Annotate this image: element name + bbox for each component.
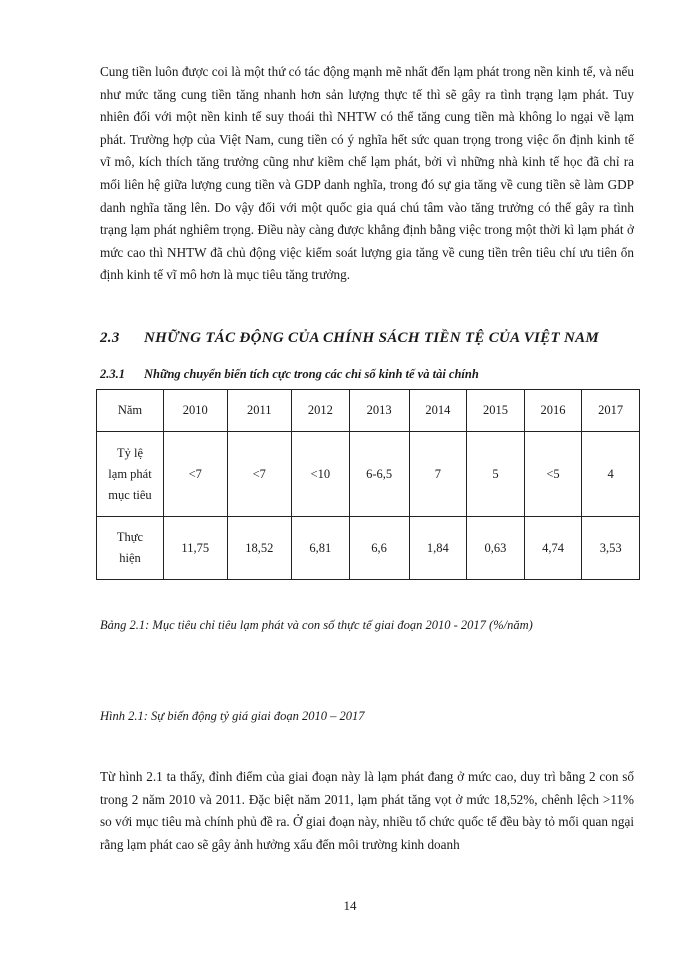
year-cell: 2012 (292, 390, 350, 432)
target-value-cell: 7 (409, 432, 467, 517)
actual-label-line: Thực (116, 530, 144, 544)
actual-value-cell: 6,81 (292, 517, 350, 580)
actual-value-cell: 0,63 (467, 517, 525, 580)
year-cell: 2016 (524, 390, 582, 432)
subsection-number: 2.3.1 (100, 367, 125, 381)
target-label-line: lạm phát (108, 466, 152, 481)
target-value-cell: 4 (582, 432, 640, 517)
year-cell: 2014 (409, 390, 467, 432)
header-label-cell: Năm (97, 390, 164, 432)
target-value-cell: <7 (227, 432, 292, 517)
actual-value-cell: 18,52 (227, 517, 292, 580)
table-row-actual (97, 517, 640, 580)
target-label-line: mục tiêu (108, 487, 152, 502)
table-row-target (97, 432, 640, 517)
year-cell: 2010 (164, 390, 228, 432)
table-caption: Bảng 2.1: Mục tiêu chỉ tiêu lạm phát và con số thực tế giai đoạn 2010 - 2017 (%/năm) (100, 618, 533, 632)
figure-caption: Hình 2.1: Sự biến động tỷ giá giai đoạn 2010 – 2017 (100, 709, 365, 723)
actual-value-cell: 11,75 (164, 517, 228, 580)
actual-label-line: hiện (119, 551, 141, 565)
actual-value-cell: 4,74 (524, 517, 582, 580)
year-cell: 2013 (349, 390, 409, 432)
paragraph-money-supply: Cung tiền luôn được coi là một thứ có tác động mạnh mẽ nhất đến lạm phát trong nền kinh tế, và nếu như mức tăng cung tiền tăng nhanh hơn sản lượng thực tế thì sẽ gây ra tình trạng lạm phát. Tuy nhiên đối với một nền kinh tế suy thoái thì NHTW có thể tăng cung tiền mà không lo ngại về lạm phát. Trường hợp của Việt Nam, cung tiền có ý nghĩa hết sức quan trọng trong việc ổn định kinh tế vĩ mô, kích thích tăng trưởng cũng như kiềm chế lạm phát, bởi vì những nhà kinh tế học đã chỉ ra mối liên hệ giữa lượng cung tiền và GDP danh nghĩa, trong đó sự gia tăng về cung tiền sẽ làm GDP danh nghĩa tăng lên. Do vậy đối với một quốc gia quá chú tâm vào tăng trưởng có thể gây ra tình trạng lạm phát nghiêm trọng. Điều này càng được khẳng định bằng việc trong một thời kì lạm phát ở mức cao thì NHTW đã chủ động việc kiểm soát lượng gia tăng về cung tiền trên tiêu chí ưu tiên ổn định kinh tế vĩ mô hơn là mục tiêu tăng trưởng. (100, 64, 634, 283)
year-cell: 2015 (467, 390, 525, 432)
year-cell: 2011 (227, 390, 292, 432)
paragraph-analysis: Từ hình 2.1 ta thấy, đỉnh điểm của giai đoạn này là lạm phát đang ở mức cao, duy trì bằng 2 con số trong 2 năm 2010 và 2011. Đặc biệt năm 2011, lạm phát tăng vọt ở mức 18,52%, chênh lệch >11% so với mục tiêu mà chính phủ đề ra. Ở giai đoạn này, nhiều tổ chức quốc tế đều bày tỏ mối quan ngại rằng lạm phát cao sẽ gây ảnh hưởng xấu đến môi trường kinh doanh (100, 769, 634, 852)
section-number: 2.3 (100, 330, 120, 346)
target-value-cell: 6-6,5 (349, 432, 409, 517)
target-value-cell: 5 (467, 432, 525, 517)
subsection-title: Những chuyển biến tích cực trong các chỉ số kinh tế và tài chính (144, 367, 479, 381)
actual-value-cell: 1,84 (409, 517, 467, 580)
target-value-cell: <5 (524, 432, 582, 517)
actual-value-cell: 3,53 (582, 517, 640, 580)
year-cell: 2017 (582, 390, 640, 432)
actual-label-cell (97, 517, 164, 580)
target-value-cell: <10 (292, 432, 350, 517)
target-label-cell (97, 432, 164, 517)
table-row-years (97, 390, 640, 432)
target-label-line: Tỷ lệ (116, 445, 144, 460)
target-value-cell: <7 (164, 432, 228, 517)
page-number: 14 (343, 898, 357, 913)
inflation-table (96, 389, 640, 580)
section-title: NHỮNG TÁC ĐỘNG CỦA CHÍNH SÁCH TIỀN TỆ CỦA VIỆT NAM (144, 330, 600, 346)
actual-value-cell: 6,6 (349, 517, 409, 580)
section-heading (100, 330, 599, 347)
subsection-heading (100, 367, 479, 382)
